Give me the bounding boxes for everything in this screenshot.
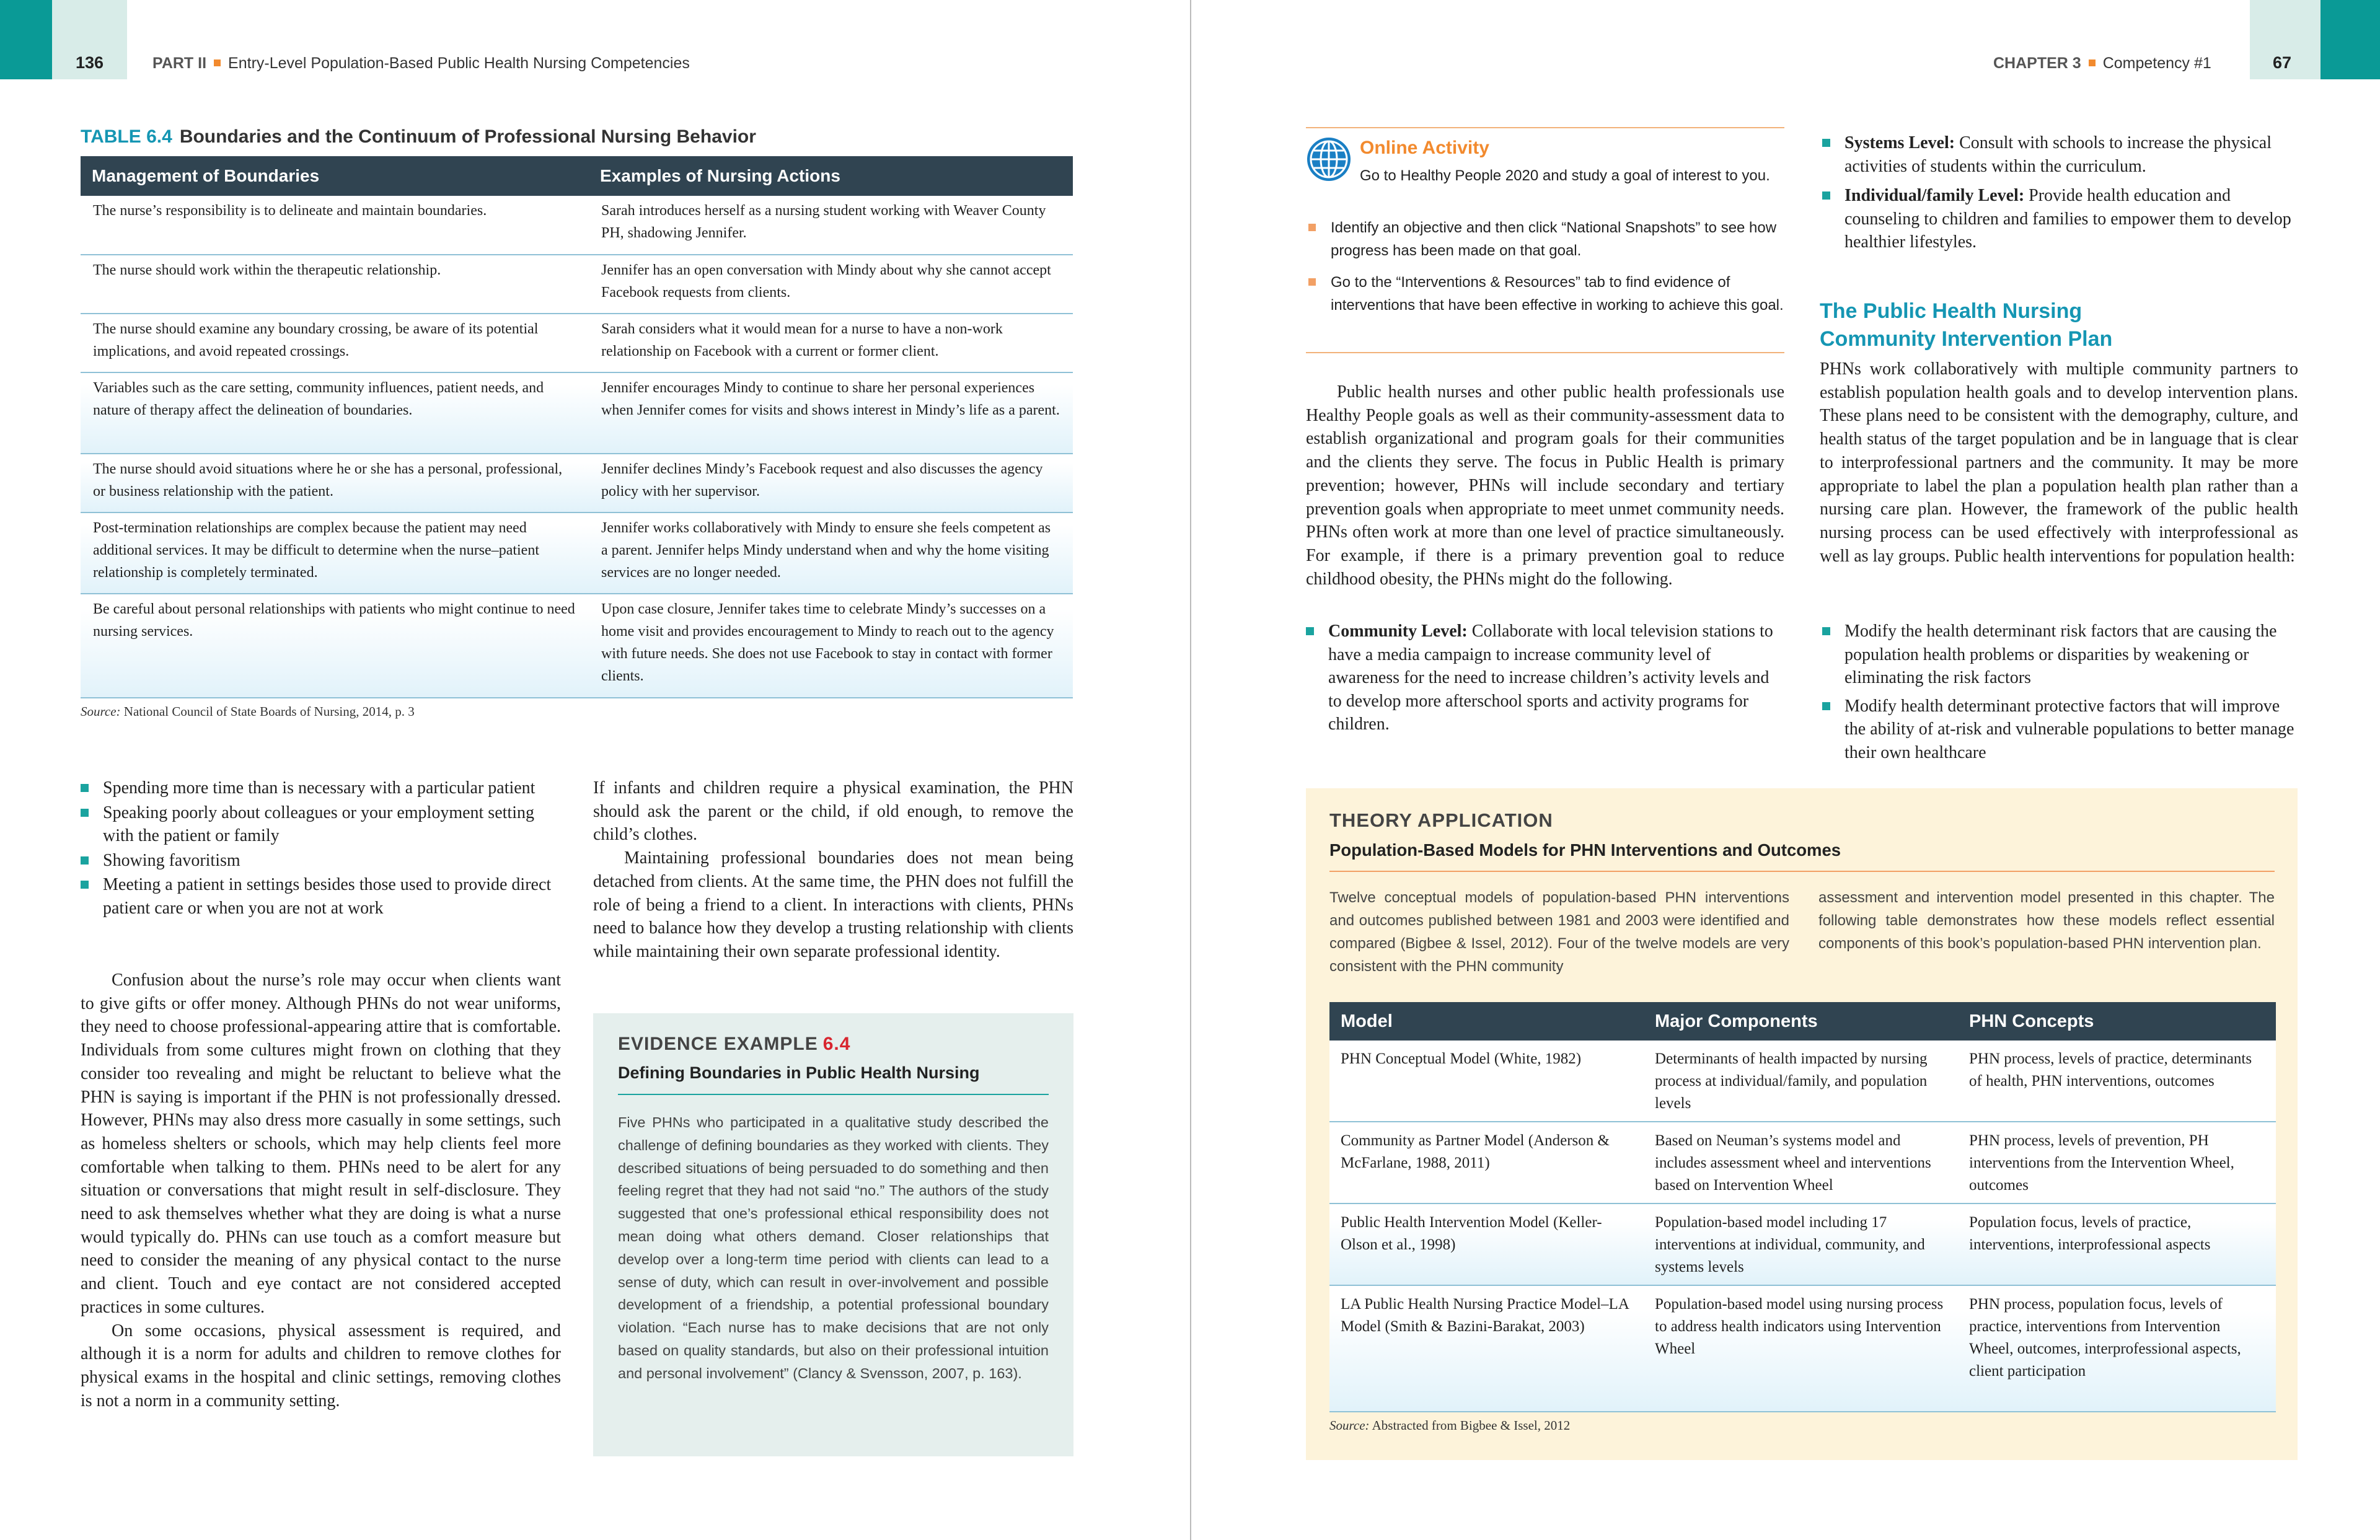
table-cell: Population-based model including 17 interventions at individual, community, and systems levels [1644,1203,1958,1285]
table-header-row [81,156,1073,196]
left-page-number: 136 [76,53,104,72]
table-cell: Population-based model using nursing process to address health indicators using Intervention Wheel [1644,1285,1958,1412]
running-head-chapter-title: Competency #1 [2102,55,2211,72]
teal-bullet-icon [81,809,89,817]
evidence-title: EVIDENCE EXAMPLE 6.4 [618,1034,851,1054]
table-row [81,314,1073,372]
left-column-2-text [593,777,1073,964]
teal-bullet-icon [81,856,89,865]
section-heading: The Public Health Nursing Community Intervention Plan [1820,299,2113,351]
table-cell: Sarah considers what it would mean for a nurse to have a non-work relationship on Facebook with a current or former client. [589,314,1073,372]
left-bullet-list [81,777,561,920]
evidence-number: 6.4 [822,1034,851,1054]
table-cell: The nurse should examine any boundary crossing, be aware of its potential implications, and avoid repeated crossings. [81,314,589,372]
orange-square-icon [2089,59,2096,66]
table-cell: PHN Conceptual Model (White, 1982) [1329,1041,1644,1122]
table-row [81,372,1073,454]
theory-title: THEORY APPLICATION [1329,809,1553,831]
paragraph: Maintaining professional boundaries does not mean being detached from clients. At the same time, the PHN does not fulfill the role of being a friend to a client. In interactions with clients, PHNs need to balance how they develop a trusting relationship with clients while maintaining their own separate professional identity. [593,848,1073,961]
table-cell: The nurse should avoid situations where he or she has a personal, professional, or business relationship with the patient. [81,454,589,513]
right-running-head [1993,55,2211,73]
bullet-label: Individual/family Level: [1844,186,2025,205]
table-cell: Public Health Intervention Model (Keller-Olson et al., 1998) [1329,1203,1644,1285]
teal-bullet-icon [1822,191,1830,200]
table-cell: Jennifer encourages Mindy to continue to share her personal experiences when Jennifer comes for visits and shows interest in Mindy’s life as a parent. [589,372,1073,454]
table-row [1329,1285,2276,1412]
left-column-1-text [81,969,561,1412]
list-item: Community Level: Collaborate with local television stations to have a media campaign to increase community level of awareness for the need to increase children’s activity levels and to develop more afterschool sports and activity programs for children. [1306,620,1784,736]
table-cell: Jennifer declines Mindy’s Facebook request and also discusses the agency policy with her supervisor. [589,454,1073,513]
table-row [1329,1122,2276,1203]
table-cell: PHN process, levels of practice, determinants of health, PHN interventions, outcomes [1958,1041,2276,1122]
evidence-divider [618,1094,1049,1095]
source-text: Abstracted from Bigbee & Issel, 2012 [1372,1418,1571,1433]
source-text: National Council of State Boards of Nursing, 2014, p. 3 [123,704,415,719]
theory-divider [1329,871,2275,872]
list-item: Individual/family Level: Provide health education and counseling to children and families to empower them to develop healthier lifestyles. [1822,184,2301,254]
table-cell: Upon case closure, Jennifer takes time to celebrate Mindy’s successes on a home visit and provides encouragement to Mindy to reach out to the agency with future needs. She does not use Facebook to stay in contact with former clients. [589,594,1073,698]
list-item: Modify the health determinant risk factors that are causing the population health problems or disparities by weakening or eliminating the risk factors [1822,620,2301,690]
evidence-subtitle: Defining Boundaries in Public Health Nursing [618,1063,980,1082]
table-cell: Variables such as the care setting, community influences, patient needs, and nature of therapy affect the delineation of boundaries. [81,372,589,454]
boundaries-table-container [81,156,1073,698]
table-cell: Determinants of health impacted by nursing process at individual/family, and population levels [1644,1041,1958,1122]
teal-bullet-icon [1822,627,1830,635]
table-cell: Population focus, levels of practice, interventions, interprofessional aspects [1958,1203,2276,1285]
online-activity-intro: Go to Healthy People 2020 and study a goal of interest to you. [1360,167,1770,184]
table-row [81,513,1073,594]
teal-bullet-icon [81,784,89,792]
teal-bullet-icon [1822,702,1830,710]
models-table-container [1329,1002,2276,1412]
list-item: Identify an objective and then click “National Snapshots” to see how progress has been made on that goal. [1306,217,1796,262]
table-row [81,454,1073,513]
source-label: Source: [1329,1418,1370,1433]
list-item: Showing favoritism [81,849,561,873]
right-edge-tab [2320,0,2380,79]
right-page-number: 67 [2273,53,2292,72]
online-activity-bottom-rule [1306,352,1784,353]
table-source [81,704,415,719]
table-cell: Based on Neuman’s systems model and includes assessment wheel and interventions based on Intervention Wheel [1644,1122,1958,1203]
theory-text-right: assessment and intervention model presented in this chapter. The following table demonstrates how these models reflect essential components of this book’s population-based PHN intervention plan. [1818,889,2275,952]
teal-bullet-icon [81,881,89,889]
running-head-part: PART II [152,55,207,72]
table-header-cell: Management of Boundaries [81,156,589,196]
table-header-cell: Major Components [1644,1002,1958,1041]
table-cell: The nurse’s responsibility is to delineate and maintain boundaries. [81,196,589,255]
right-column-2-text [1820,358,2298,568]
orange-bullet-icon [1308,224,1316,231]
source-label: Source: [81,704,121,719]
online-activity-top-rule [1306,127,1784,128]
bullet-label: Systems Level: [1844,133,1955,152]
left-edge-tab [0,0,52,79]
theory-subtitle: Population-Based Models for PHN Interventions and Outcomes [1329,840,1841,860]
list-item: Speaking poorly about colleagues or your employment setting with the patient or family [81,801,561,848]
right-column-1-text [1306,381,1784,591]
table-row [81,594,1073,698]
table-cell: Community as Partner Model (Anderson & McFarlane, 1988, 2011) [1329,1122,1644,1203]
table-cell: LA Public Health Nursing Practice Model–LA Model (Smith & Bazini-Barakat, 2003) [1329,1285,1644,1412]
right-column-1-bullets [1306,620,1784,736]
running-head-chapter: CHAPTER 3 [1993,55,2081,72]
online-activity-list [1306,217,1796,326]
teal-bullet-icon [1822,139,1830,147]
right-column-2-bullets-top [1822,131,2301,254]
left-running-head [152,55,690,73]
table-cell: Be careful about personal relationships with patients who might continue to need nursing services. [81,594,589,698]
table-header-cell: Model [1329,1002,1644,1041]
theory-text-left: Twelve conceptual models of population-based PHN interventions and outcomes published between 1981 and 2003 were identified and compared (Bigbee & Issel, 2012). Four of the twelve models are very consistent with the PHN community [1329,889,1789,975]
bullet-label: Community Level: [1328,622,1468,641]
theory-source [1329,1418,1570,1433]
table-cell: The nurse should work within the therapeutic relationship. [81,255,589,314]
orange-square-icon [214,59,221,66]
right-column-2-bullets-bottom [1822,620,2301,764]
table-cell: PHN process, population focus, levels of practice, interventions from Intervention Wheel, outcomes, interprofessional aspects, client participation [1958,1285,2276,1412]
evidence-example-box [593,1013,1073,1456]
table-title: Boundaries and the Continuum of Professional Nursing Behavior [179,126,756,147]
list-item: Modify health determinant protective factors that will improve the ability of at-risk and vulnerable populations to better manage their own healthcare [1822,695,2301,765]
table-row [81,196,1073,255]
table-header-cell: PHN Concepts [1958,1002,2276,1041]
models-table [1329,1002,2276,1412]
orange-bullet-icon [1308,278,1316,286]
table-cell: PHN process, levels of prevention, PH interventions from the Intervention Wheel, outcomes [1958,1122,2276,1203]
paragraph: Confusion about the nurse’s role may occur when clients want to give gifts or offer money. Although PHNs do not wear uniforms, they need to choose professional-appearing attire that is comfortable. Individuals from some cultures might frown on clothing that they consider too revealing and might be reluctant to believe what the PHN is saying is important if the PHN is not professionally dressed. However, PHNs may also dress more casually in some settings, such as homeless shelters or schools, which may help clients feel more comfortable when talking to them. PHNs need to be alert for any situation or conversations that might result in self-disclosure. They need to ask themselves whether what they are doing is what a nurse would typically do. PHNs can use touch as a comfort measure but need to consider the meaning of any physical contact to the nurse and client. Touch and eye contact are not considered accepted practices in some cultures. [81,970,561,1317]
table-cell: Post-termination relationships are complex because the patient may need additional services. It may be difficult to determine when the nurse–patient relationship is completely terminated. [81,513,589,594]
table-header-cell: Examples of Nursing Actions [589,156,1073,196]
paragraph: Public health nurses and other public health professionals use Healthy People goals as well as their community-assessment data to establish organizational and program goals for their communities and the clients they serve. The focus in Public Health is primary prevention; however, PHNs will include secondary and tertiary prevention goals when appropriate to meet unmet community needs. PHNs often work at more than one level of practice simultaneously. For example, if there is a primary prevention goal to reduce childhood obesity, the PHNs might do the following. [1306,382,1784,589]
table-cell: Sarah introduces herself as a nursing student working with Weaver County PH, shadowing Jennifer. [589,196,1073,255]
spine-divider [1190,0,1191,1540]
table-cell: Jennifer works collaboratively with Mindy to ensure she feels competent as a parent. Jennifer helps Mindy understand when and why the home visiting services are no longer needed. [589,513,1073,594]
table-header-row [1329,1002,2276,1041]
running-head-title: Entry-Level Population-Based Public Health Nursing Competencies [228,55,690,72]
list-item: Spending more time than is necessary with a particular patient [81,777,561,800]
list-item: Systems Level: Consult with schools to increase the physical activities of students within the curriculum. [1822,131,2301,178]
table-row [1329,1041,2276,1122]
paragraph: PHNs work collaboratively with multiple community partners to establish population health goals and to develop intervention plans. These plans need to be consistent with the demography, culture, and health status of the target population and be in language that is clear to interprofessional partners and the community. It may be more appropriate to label the plan a population health plan rather than a nursing care plan. However, the framework of the public health nursing process can be used effectively with interprofessional as well as lay groups. Public health interventions for population health: [1820,359,2298,566]
online-activity-title: Online Activity [1360,138,1489,158]
paragraph: If infants and children require a physical examination, the PHN should ask the parent or the child, if old enough, to remove the child’s clothes. [593,778,1073,845]
paragraph: On some occasions, physical assessment is required, and although it is a norm for adults and children to remove clothes for physical exams in the hospital and clinic settings, removing clothes is not a norm in a community setting. [81,1321,561,1410]
teal-bullet-icon [1306,627,1314,635]
table-cell: Jennifer has an open conversation with Mindy about why she cannot accept Facebook requests from clients. [589,255,1073,314]
theory-application-box [1306,788,2298,1460]
table-label: TABLE 6.4 [81,126,172,147]
table-row [81,255,1073,314]
table-row [1329,1203,2276,1285]
boundaries-table [81,156,1073,698]
evidence-text: Five PHNs who participated in a qualitative study described the challenge of defining boundaries as they worked with clients. They described situations of being persuaded to do something and then feeling regret that they had not said “no.” The authors of the study suggested that one’s professional ethical responsibility does not mean doing what others demand. Closer relationships that develop over a long-term time period with clients can lead to a sense of duty, which can result in over-involvement and possible development of a friendship, a potential professional boundary violation. “Each nurse has to make decisions that are not only based on quality standards, but also on their professional intuition and personal involvement” (Clancy & Svensson, 2007, p. 163). [618,1114,1049,1381]
table-caption [81,126,756,147]
list-item: Meeting a patient in settings besides those used to provide direct patient care or when you are not at work [81,873,561,920]
list-item: Go to the “Interventions & Resources” tab to find evidence of interventions that have been effective in working to achieve this goal. [1306,271,1796,317]
